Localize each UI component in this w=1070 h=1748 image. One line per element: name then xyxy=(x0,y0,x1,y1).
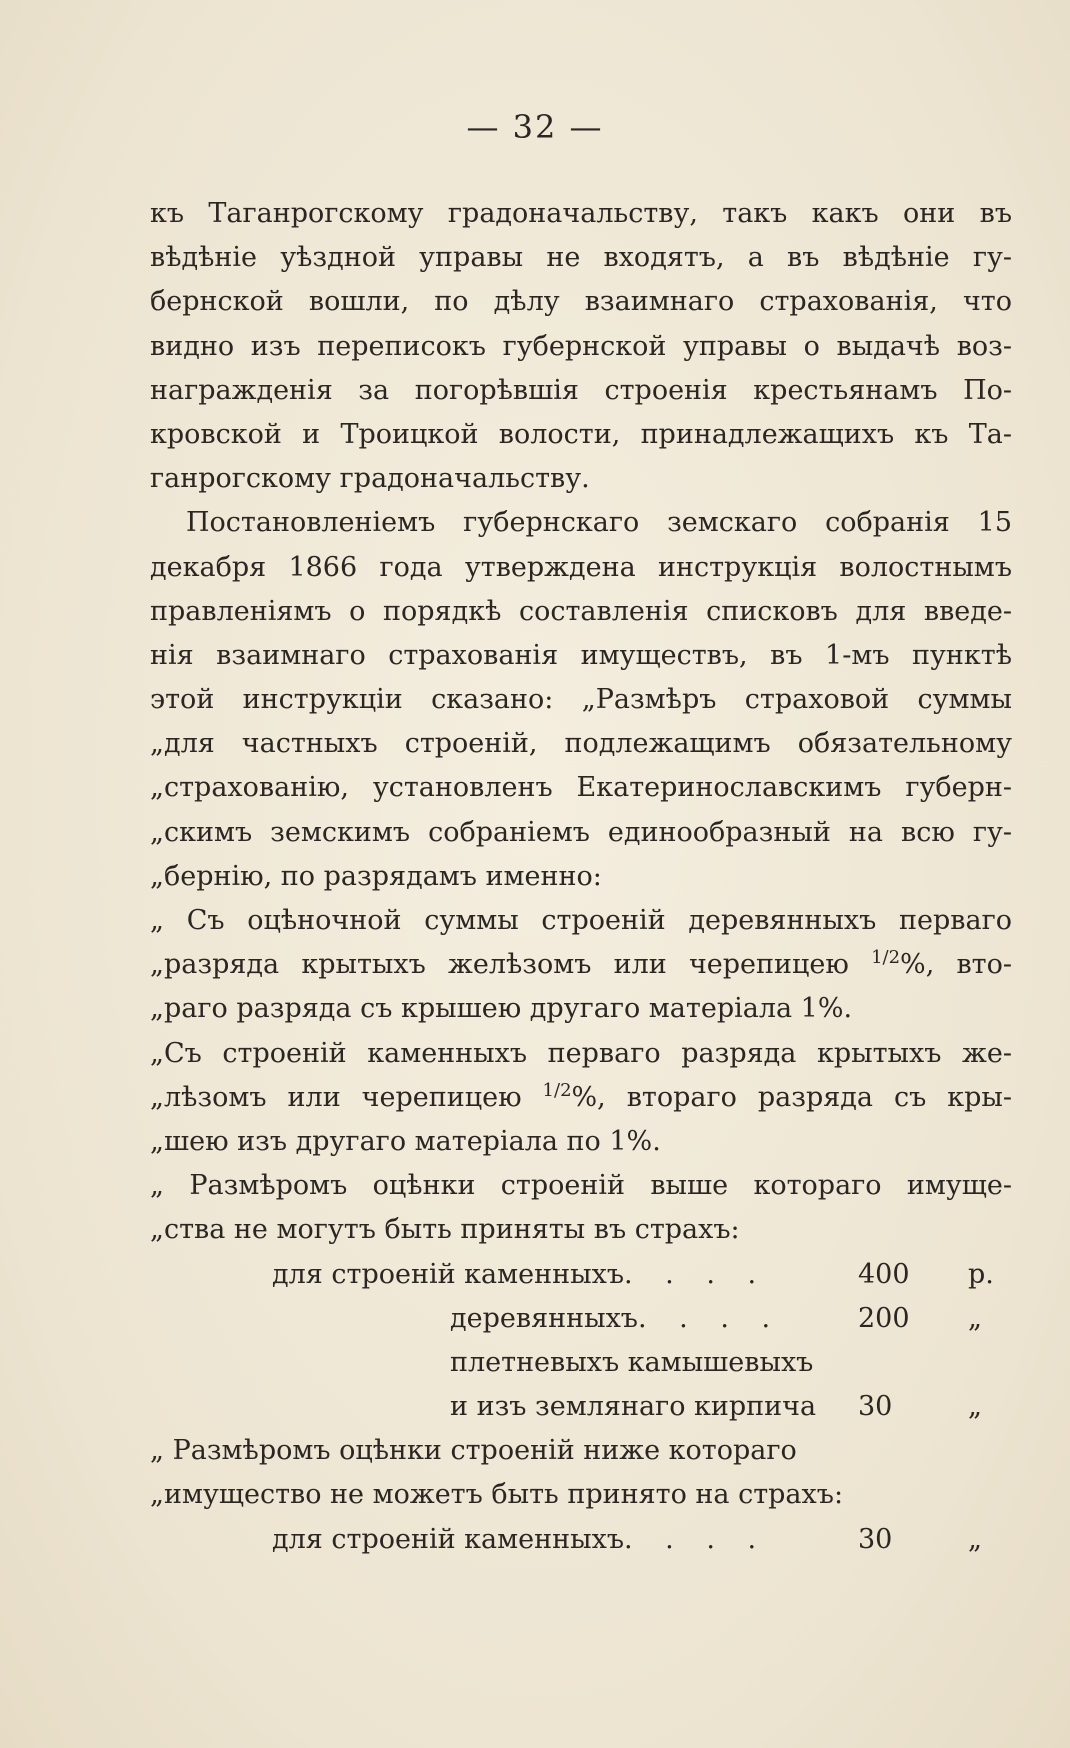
text-line: этой инструкціи сказано: „Размѣръ страховой суммы xyxy=(150,684,1012,716)
text-line: „ Размѣромъ оцѣнки строеній ниже котораго xyxy=(150,1435,797,1467)
text-line: „лѣзомъ или черепицею $^{1/2}$%, втораго разряда съ кры- xyxy=(150,1079,1012,1113)
text-line: „шею изъ другаго матеріала по 1%. xyxy=(150,1125,661,1157)
text-line: „бернію, по разрядамъ именно: xyxy=(150,860,602,892)
text-line: награжденія за погорѣвшія строенія крестьянамъ По- xyxy=(150,374,1012,406)
page-body xyxy=(150,192,1012,1562)
table-row: и изъ землянаго кирпича 30 „ xyxy=(450,1391,982,1423)
page-number: — 32 — xyxy=(466,108,604,146)
text-line: видно изъ переписокъ губернской управы о выдачѣ воз- xyxy=(150,330,1012,362)
text-line: нія взаимнаго страхованія имуществъ, въ 1-мъ пунктѣ xyxy=(150,639,1012,671)
text-line: кровской и Троицкой волости, принадлежащихъ къ Та- xyxy=(150,418,1012,450)
text-line: Постановленіемъ губернскаго земскаго собранія 15 xyxy=(186,507,1012,539)
text-line: „скимъ земскимъ собраніемъ единообразный на всю гу- xyxy=(150,816,1012,848)
text-line: ганрогскому градоначальству. xyxy=(150,463,590,495)
text-line: правленіямъ о порядкѣ составленія списковъ для введе- xyxy=(150,595,1012,627)
text-line: „страхованію, установленъ Екатеринославскимъ губерн- xyxy=(150,772,1012,804)
text-line: „для частныхъ строеній, подлежащимъ обязательному xyxy=(150,728,1012,760)
text-line: „ Съ оцѣночной суммы строеній деревянныхъ перваго xyxy=(150,905,1012,936)
text-line: „раго разряда съ крышею другаго матеріала 1%. xyxy=(150,993,853,1025)
text-line: „ Размѣромъ оцѣнки строеній выше котораго имуще- xyxy=(150,1170,1012,1202)
table-row: плетневыхъ камышевыхъ xyxy=(450,1346,814,1378)
text-line: бернской вошли, по дѣлу взаимнаго страхованія, что xyxy=(150,286,1012,318)
text-line: „ства не могутъ быть приняты въ страхъ: xyxy=(150,1214,740,1246)
table-row: деревянныхъ . . . . 200 „ xyxy=(450,1302,982,1334)
fraction: 1/2 xyxy=(542,1079,572,1101)
text-line: „разряда крытыхъ желѣзомъ или черепицею $^{1/2}$%, вто- xyxy=(150,947,1012,981)
text-line: „Съ строеній каменныхъ перваго разряда крытыхъ же- xyxy=(150,1037,1012,1069)
table-row: для строеній каменныхъ . . . . 400 р. xyxy=(272,1258,994,1290)
text-line: декабря 1866 года утверждена инструкція волостнымъ xyxy=(150,551,1012,583)
text-line: „имущество не можетъ быть принято на страхъ: xyxy=(150,1479,844,1511)
table-row: для строеній каменныхъ . . . . 30 „ xyxy=(272,1523,982,1555)
fraction: 1/2 xyxy=(871,947,901,969)
text-line: къ Таганрогскому градоначальству, такъ какъ они въ xyxy=(150,198,1012,229)
text-line: вѣдѣніе уѣздной управы не входятъ, а въ вѣдѣніе гу- xyxy=(150,242,1012,274)
